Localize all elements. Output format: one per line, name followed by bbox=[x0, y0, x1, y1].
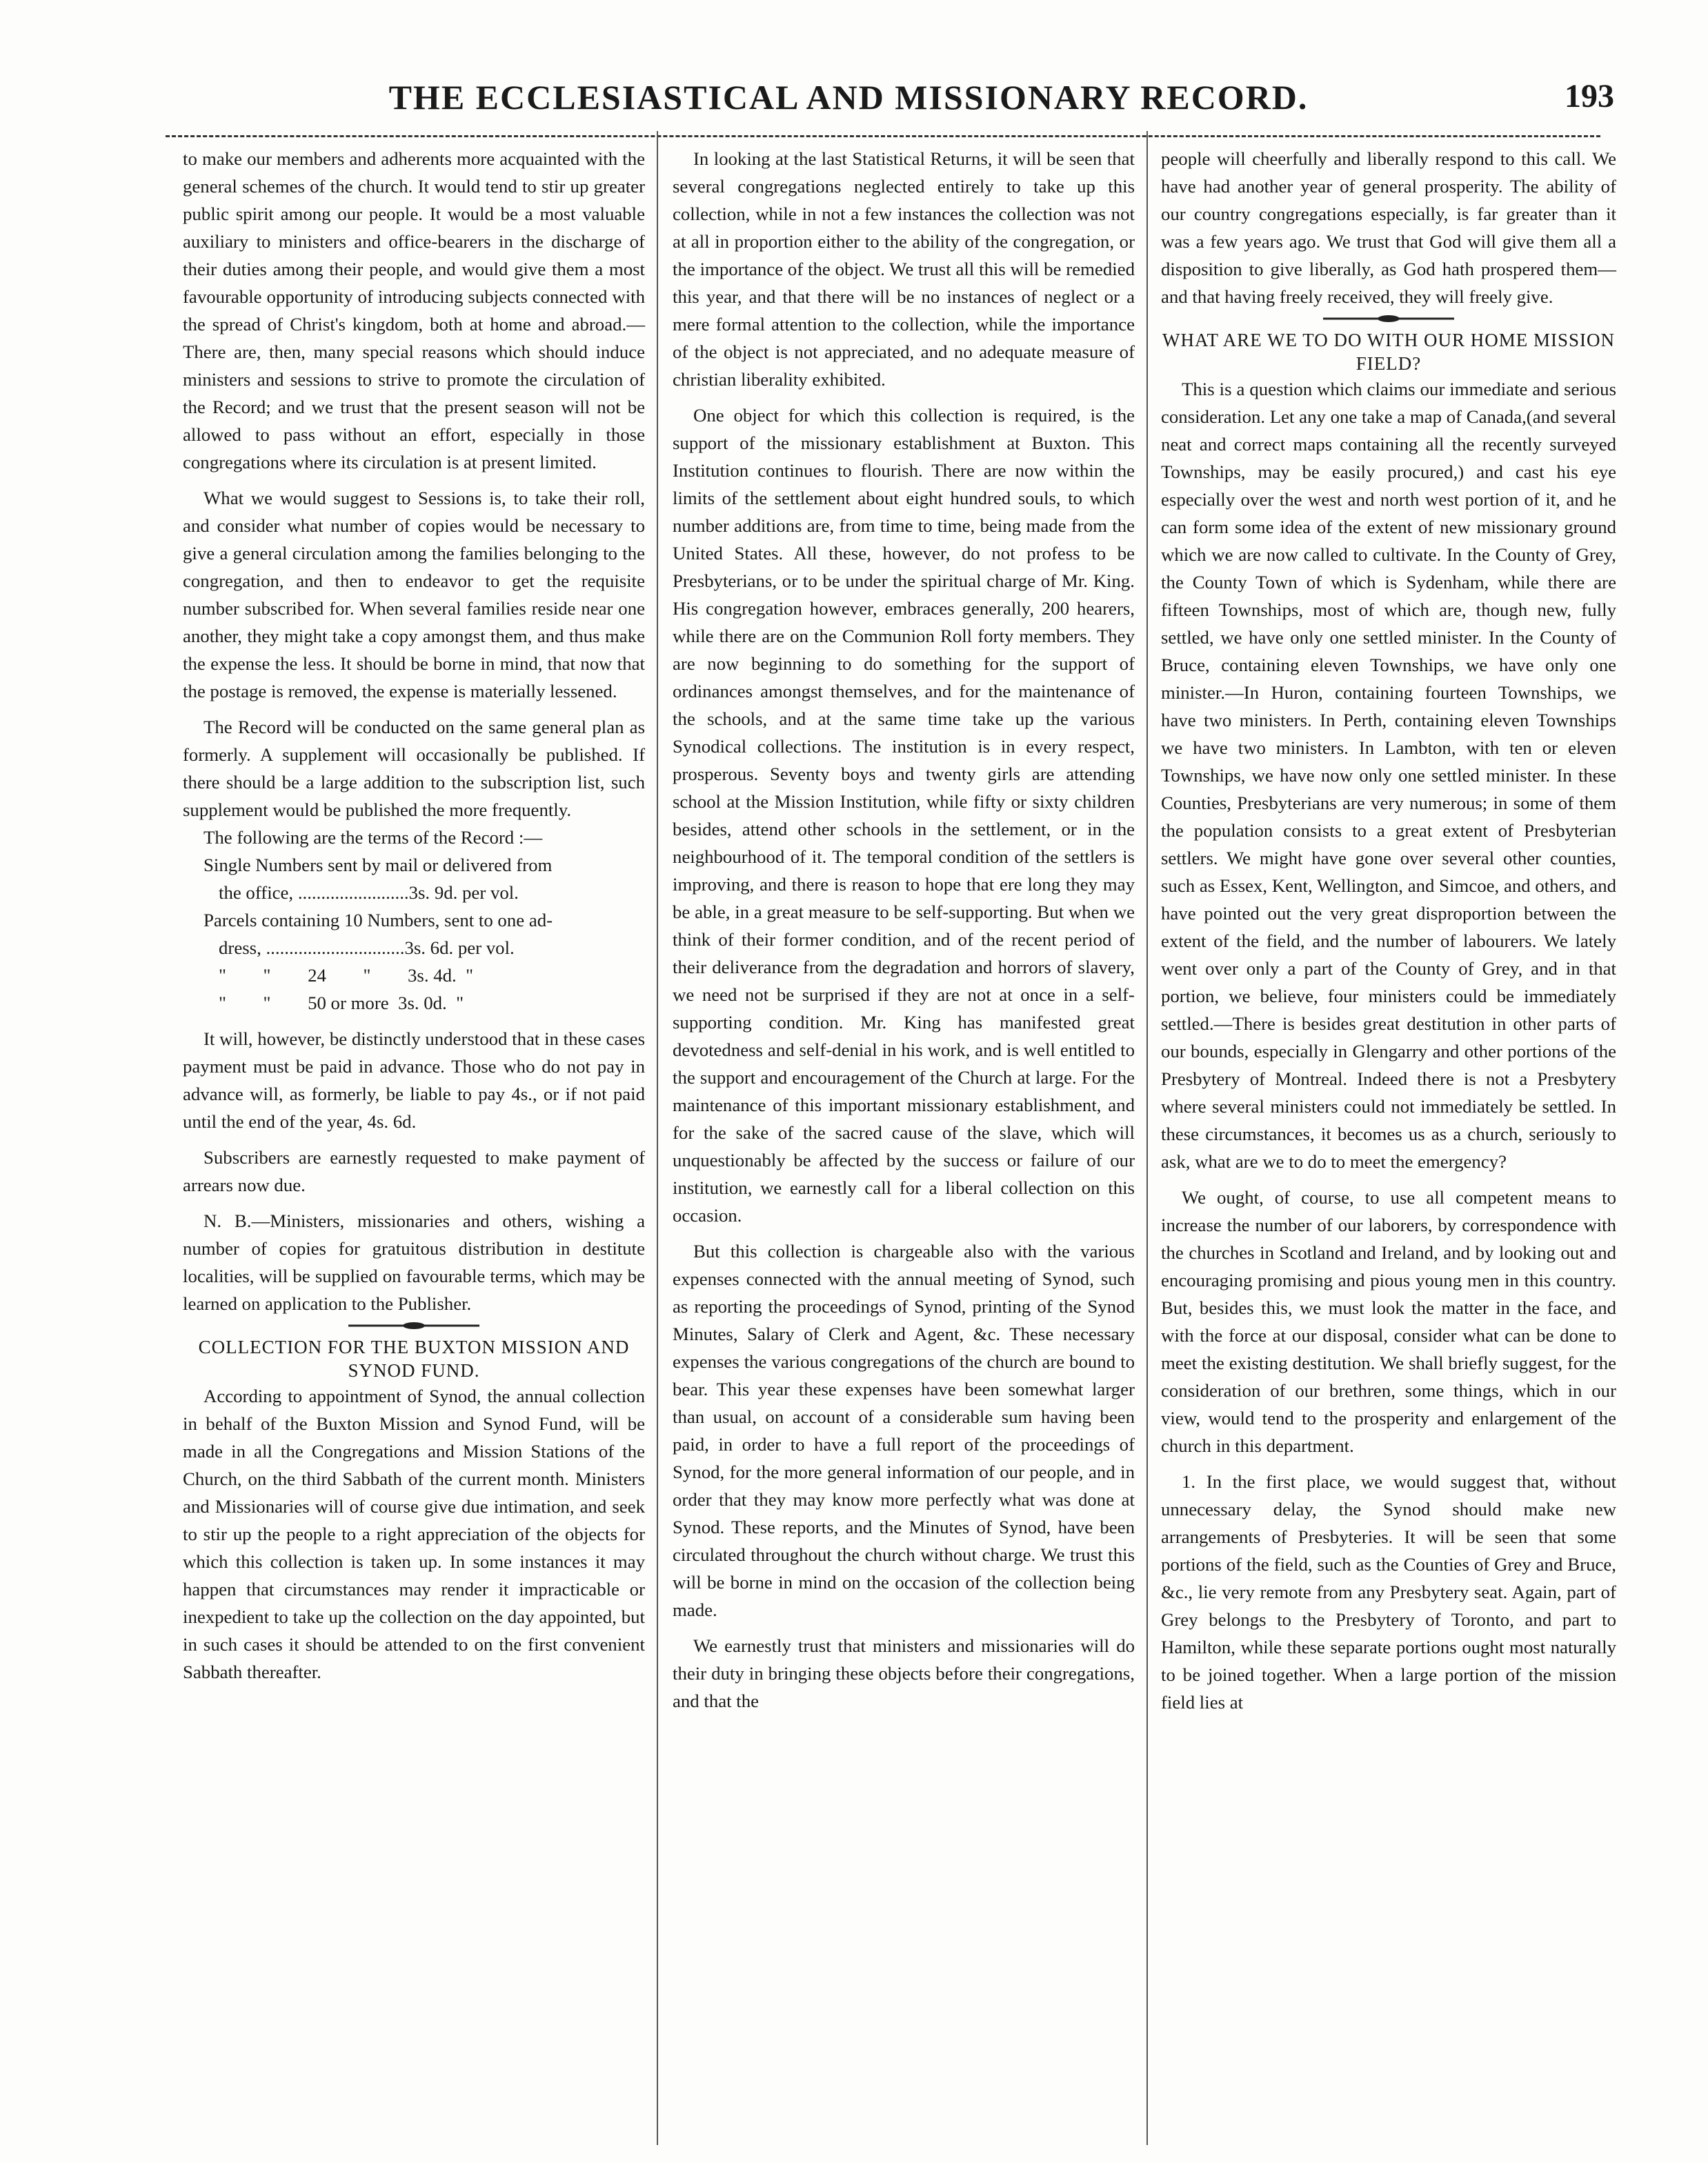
paragraph: According to appointment of Synod, the annual collection in behalf of the Buxton Mission and Synod Fund, will be made in all the Congregations and Mission Stations of the Church, on the third Sabbath of the current month. Ministers and Missionaries will of course give due intimation, and seek to stir up the people to a right appreciation of the objects for which this collection is taken up. In some instances it may happen that circumstances may render it impracticable or inexpedient to take up the collection on the day appointed, but in such cases it should be attended to on the first convenient Sabbath thereafter. bbox=[183, 1386, 645, 1682]
terms-line: the office, ........................3s. 9d. per vol. bbox=[219, 882, 519, 903]
terms-line: Single Numbers sent by mail or delivered from bbox=[203, 855, 553, 875]
paragraph: It will, however, be distinctly understood that in these cases payment must be paid in advance. Those who do not pay in advance will, as formerly, be liable to pay 4s., or if not paid until the end of the year, 4s. 6d. bbox=[183, 1028, 645, 1132]
paragraph: The Record will be conducted on the same general plan as formerly. A supplement will occasionally be published. If there should be a large addition to the subscription list, such supplement would be published the more frequently. bbox=[183, 717, 645, 820]
column-3 bbox=[1161, 145, 1616, 1716]
section-divider-ornament bbox=[348, 1322, 479, 1330]
paragraph: This is a question which claims our immediate and serious consideration. Let any one take a map of Canada,(and several neat and correct maps containing all the recently surveyed Townships, may be easily procured,) and cast his eye especially over the west and north west portion of it, and he can form some idea of the extent of new missionary ground which we are now called to cultivate. In the County of Grey, the County Town of which is Sydenham, while there are fifteen Townships, most of which are, though new, fully settled, we have only one settled minister. In the County of Bruce, containing eleven Townships, we have only one minister.—In Huron, containing fourteen Townships, we have two ministers. In Perth, containing eleven Townships we have two ministers. In Lambton, with ten or eleven Townships, we have now only one settled minister. In these Counties, Presbyterians are very numerous; in some of them the population consists to a great extent of Presbyterian settlers. We might have gone over several other counties, such as Essex, Kent, Wellington, and Simcoe, and others, and have pointed out the very great disproportion between the extent of the field, and the number of labourers. We lately went over only a part of the County of Grey, and in that portion, we believe, four ministers could be immediately settled.—There is besides great destitution in other parts of our bounds, especially in Glengarry and other portions of the Presbytery of Montreal. Indeed there is not a Presbytery where several ministers could not immediately be settled. In these circumstances, it becomes us as a church, seriously to ask, what are we to do to meet the emergency? bbox=[1161, 379, 1616, 1172]
page-number: 193 bbox=[1565, 78, 1614, 114]
header-rule bbox=[166, 135, 1600, 137]
column-1 bbox=[183, 145, 645, 1686]
paragraph: In looking at the last Statistical Returns, it will be seen that several congregations neglected entirely to take up this collection, while in not a few instances the collection was not at all in proportion either to the ability of the congregation, or the importance of the object. We trust all this will be remedied this year, and that there will be no instances of neglect or a mere formal attention to the collection, while the importance of the object is not appreciated, and no adequate measure of christian liberality exhibited. bbox=[673, 148, 1135, 390]
column-divider-1 bbox=[657, 131, 658, 2145]
terms-line: " " 50 or more 3s. 0d. " bbox=[219, 993, 464, 1013]
section-heading: WHAT ARE WE TO DO WITH OUR HOME MISSION FIELD? bbox=[1162, 330, 1615, 374]
terms-line: Parcels containing 10 Numbers, sent to one ad- bbox=[203, 910, 553, 930]
paragraph: N. B.—Ministers, missionaries and others, wishing a number of copies for gratuitous distribution in destitute localities, will be supplied on favourable terms, which may be learned on application to the Publisher. bbox=[183, 1210, 645, 1314]
paragraph: What we would suggest to Sessions is, to take their roll, and consider what number of copies would be necessary to give a general circulation among the families belonging to the congregation, and then to endeavor to get the requisite number subscribed for. When several families reside near one another, they might take a copy amongst them, and thus make the expense the less. It should be borne in mind, that now that the postage is removed, the expense is materially lessened. bbox=[183, 488, 645, 701]
paragraph: We ought, of course, to use all competent means to increase the number of our laborers, by correspondence with the churches in Scotland and Ireland, and by looking out and encouraging promising and pious young men in this country. But, besides this, we must look the matter in the face, and with the force at our disposal, consider what can be done to meet the existing destitution. We shall briefly suggest, for the consideration of our brethren, some things, which in our view, would tend to the prosperity and enlargement of the church in this department. bbox=[1161, 1187, 1616, 1456]
page-header bbox=[166, 66, 1614, 128]
paragraph: One object for which this collection is required, is the support of the missionary establishment at Buxton. This Institution continues to flourish. There are now within the limits of the settlement about eight hundred souls, to which number additions are, from time to time, being made from the United States. All these, however, do not profess to be Presbyterians, or to be under the spiritual charge of Mr. King. His congregation however, embraces generally, 200 hearers, while there are on the Communion Roll forty members. They are now beginning to do something for the support of ordinances amongst themselves, and for the maintenance of the schools, and at the same time take up the various Synodical collections. The institution is in every respect, prosperous. Seventy boys and twenty girls are attending school at the Mission Institution, while fifty or sixty children besides, attend other schools in the settlement, or in the neighbourhood of it. The temporal condition of the settlers is improving, and there is reason to hope that ere long they may be able, in a great measure to be self-supporting. But when we think of their former condition, and of the recent period of their deliverance from the degradation and horrors of slavery, we need not be surprised if they are not at once in a self-supporting condition. Mr. King has manifested great devotedness and self-denial in his work, and is well entitled to the support and encouragement of the Church at large. For the maintenance of this important missionary establishment, and for the sake of the sacred cause of the slave, which will unquestionably be affected by the success or failure of our institution, we earnestly call for a liberal collection on this occasion. bbox=[673, 405, 1135, 1226]
column-2 bbox=[673, 145, 1135, 1715]
paragraph: The following are the terms of the Record :— bbox=[203, 827, 543, 848]
paragraph: people will cheerfully and liberally respond to this call. We have had another year of general prosperity. The ability of our country congregations especially, is far greater than it was a few years ago. We trust that God will give them all a disposition to give liberally, as God hath prospered them—and that having freely received, they will freely give. bbox=[1161, 148, 1616, 307]
paragraph: Subscribers are earnestly requested to make payment of arrears now due. bbox=[183, 1147, 645, 1195]
section-heading: COLLECTION FOR THE BUXTON MISSION AND SYNOD FUND. bbox=[198, 1337, 630, 1381]
section-divider-ornament bbox=[1323, 315, 1454, 323]
terms-line: dress, ..............................3s. 6d. per vol. bbox=[219, 937, 515, 958]
paragraph: to make our members and adherents more acquainted with the general schemes of the church. It would tend to stir up greater public spirit among our people. It would be a most valuable auxiliary to ministers and office-bearers in the discharge of their duties among their people, and would give them a most favourable opportunity of introducing subjects connected with the spread of Christ's kingdom, both at home and abroad.—There are, then, many special reasons which should induce ministers and sessions to strive to promote the circulation of the Record; and we trust that the present season will not be allowed to pass without an effort, especially in those congregations where its circulation is at present limited. bbox=[183, 148, 645, 472]
paragraph: But this collection is chargeable also with the various expenses connected with the annual meeting of Synod, such as reporting the proceedings of Synod, printing of the Synod Minutes, Salary of Clerk and Agent, &c. These necessary expenses the various congregations of the church are bound to bear. This year these expenses have been somewhat larger than usual, on account of a considerable sum having been paid, in order to have a full report of the proceedings of Synod, for the more general information of our people, and in order that they may know more perfectly what was done at Synod. These reports, and the Minutes of Synod, have been circulated throughout the church without charge. We trust this will be borne in mind on the occasion of the collection being made. bbox=[673, 1241, 1135, 1620]
column-divider-2 bbox=[1146, 131, 1148, 2145]
paragraph: 1. In the first place, we would suggest that, without unnecessary delay, the Synod should make new arrangements of Presbyteries. It will be seen that some portions of the field, such as the Counties of Grey and Bruce, &c., lie very remote from any Presbytery seat. Again, part of Grey belongs to the Presbytery of Toronto, and part to Hamilton, while these separate portions ought most naturally to be joined together. When a large portion of the mission field lies at bbox=[1161, 1471, 1616, 1713]
paragraph: We earnestly trust that ministers and missionaries will do their duty in bringing these objects before their congregations, and that the bbox=[673, 1635, 1135, 1711]
terms-line: " " 24 " 3s. 4d. " bbox=[219, 965, 474, 986]
journal-title: THE ECCLESIASTICAL AND MISSIONARY RECORD. bbox=[388, 78, 1309, 117]
